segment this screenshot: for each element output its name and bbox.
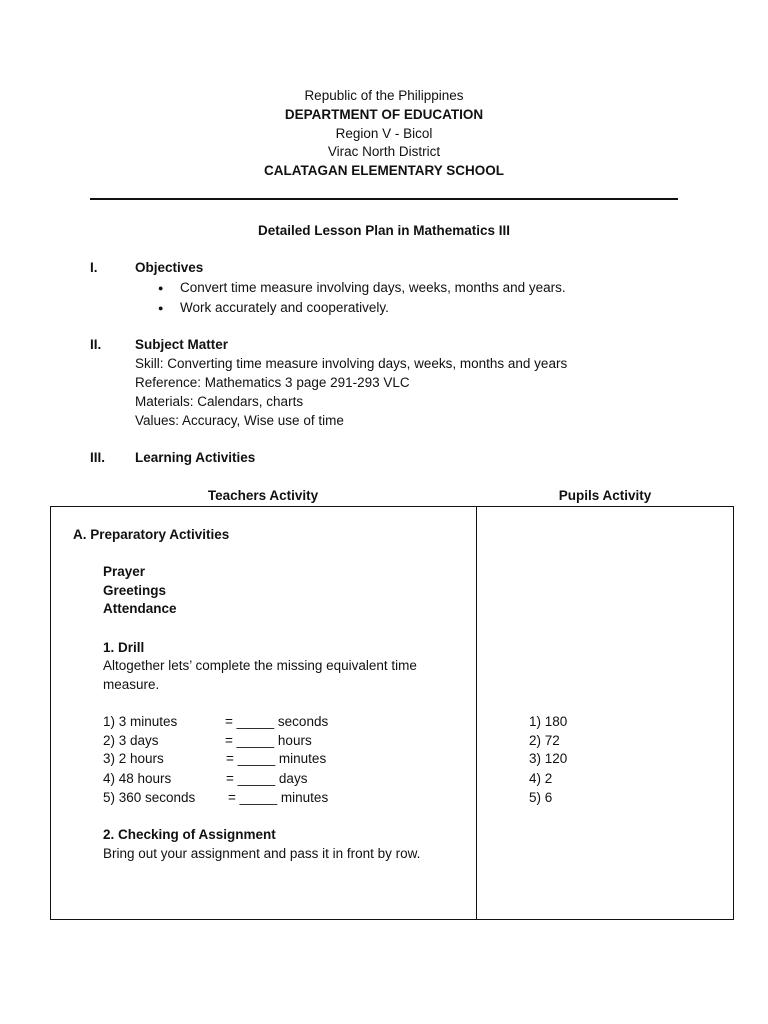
- drill-instruction: Altogether lets’ complete the missing equivalent time: [103, 658, 417, 673]
- bullet-icon: ●: [158, 283, 164, 293]
- pupil-answer: 4) 2: [529, 771, 553, 786]
- subject-matter-materials: Materials: Calendars, charts: [135, 394, 304, 409]
- section-numeral-learning-activities: III.: [90, 450, 106, 465]
- prep-item-prayer: Prayer: [103, 564, 146, 579]
- pupil-answer: 3) 120: [529, 751, 568, 766]
- header-republic: Republic of the Philippines: [304, 88, 464, 103]
- bullet-icon: ●: [158, 303, 164, 313]
- drill-question: 1) 3 minutes: [103, 714, 178, 729]
- preparatory-activities-heading: A. Preparatory Activities: [73, 527, 230, 542]
- prep-item-attendance: Attendance: [103, 601, 177, 616]
- section-numeral-subject-matter: II.: [90, 337, 102, 352]
- header-region: Region V - Bicol: [335, 126, 433, 141]
- drill-equation: = _____ hours: [225, 733, 312, 748]
- header-district: Virac North District: [327, 144, 441, 159]
- column-header-pupils: Pupils Activity: [558, 488, 652, 503]
- section-numeral-objectives: I.: [90, 260, 98, 275]
- learning-activities-heading: Learning Activities: [135, 450, 256, 465]
- header-divider: [90, 198, 678, 200]
- drill-question: 5) 360 seconds: [103, 790, 196, 805]
- checking-assignment-text: Bring out your assignment and pass it in front by row.: [103, 846, 421, 861]
- drill-equation: = _____ seconds: [225, 714, 329, 729]
- drill-equation: = _____ days: [226, 771, 308, 786]
- subject-matter-heading: Subject Matter: [135, 337, 229, 352]
- objective-item: Work accurately and cooperatively.: [180, 300, 389, 315]
- subject-matter-reference: Reference: Mathematics 3 page 291-293 VLC: [135, 375, 410, 390]
- prep-item-greetings: Greetings: [103, 583, 167, 598]
- objectives-heading: Objectives: [135, 260, 204, 275]
- pupil-answer: 2) 72: [529, 733, 560, 748]
- table-column-divider: [476, 506, 477, 920]
- lesson-plan-title: Detailed Lesson Plan in Mathematics III: [257, 223, 511, 238]
- subject-matter-values: Values: Accuracy, Wise use of time: [135, 413, 344, 428]
- drill-heading: 1. Drill: [103, 640, 145, 655]
- drill-equation: = _____ minutes: [228, 790, 329, 805]
- header-department: DEPARTMENT OF EDUCATION: [284, 107, 484, 122]
- column-header-teachers: Teachers Activity: [207, 488, 319, 503]
- objective-item: Convert time measure involving days, weeks, months and years.: [180, 280, 566, 295]
- drill-equation: = _____ minutes: [226, 751, 327, 766]
- subject-matter-skill: Skill: Converting time measure involving days, weeks, months and years: [135, 356, 568, 371]
- drill-question: 4) 48 hours: [103, 771, 172, 786]
- pupil-answer: 1) 180: [529, 714, 568, 729]
- checking-assignment-heading: 2. Checking of Assignment: [103, 827, 276, 842]
- pupil-answer: 5) 6: [529, 790, 553, 805]
- drill-instruction-cont: measure.: [103, 677, 160, 692]
- header-school: CALATAGAN ELEMENTARY SCHOOL: [264, 163, 504, 178]
- drill-question: 2) 3 days: [103, 733, 159, 748]
- drill-question: 3) 2 hours: [103, 751, 164, 766]
